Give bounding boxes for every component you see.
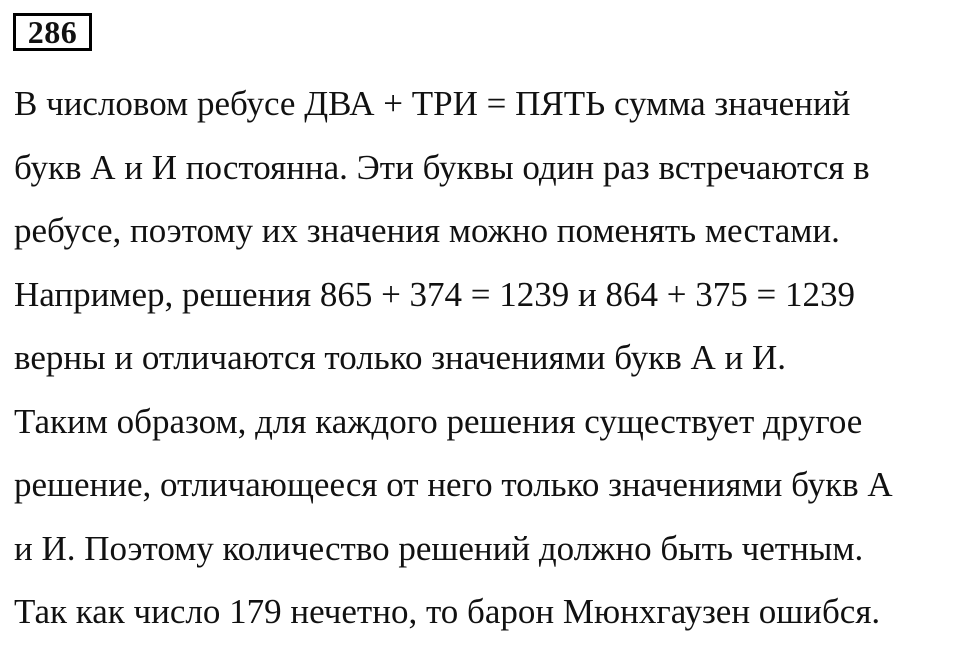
problem-number: 286 [27,14,78,50]
text-line-8: и И. Поэтому количество решений должно быть четным. [14,528,864,568]
text-line-5: верны и отличаются только значениями букв А и И. [14,338,786,377]
text-line-7: решение, отличающееся от него только значениями букв А [14,465,893,504]
text-line-4: Например, решения 865 + 374 = 1239 и 864 + 375 = 1239 [14,274,856,314]
text-line-6: Таким образом, для каждого решения существует другое [14,401,863,441]
text-line-9: Так как число 179 нечетно, то барон Мюнхгаузен ошибся. [14,592,881,631]
text-line-1: В числовом ребусе ДВА + ТРИ = ПЯТЬ сумма значений [14,84,851,123]
text-line-2: букв А и И постоянна. Эти буквы один раз встречаются в [14,147,870,187]
text-line-3: ребусе, поэтому их значения можно поменять местами. [14,211,840,250]
problem-number-box [13,13,92,51]
solution-text [14,72,954,644]
